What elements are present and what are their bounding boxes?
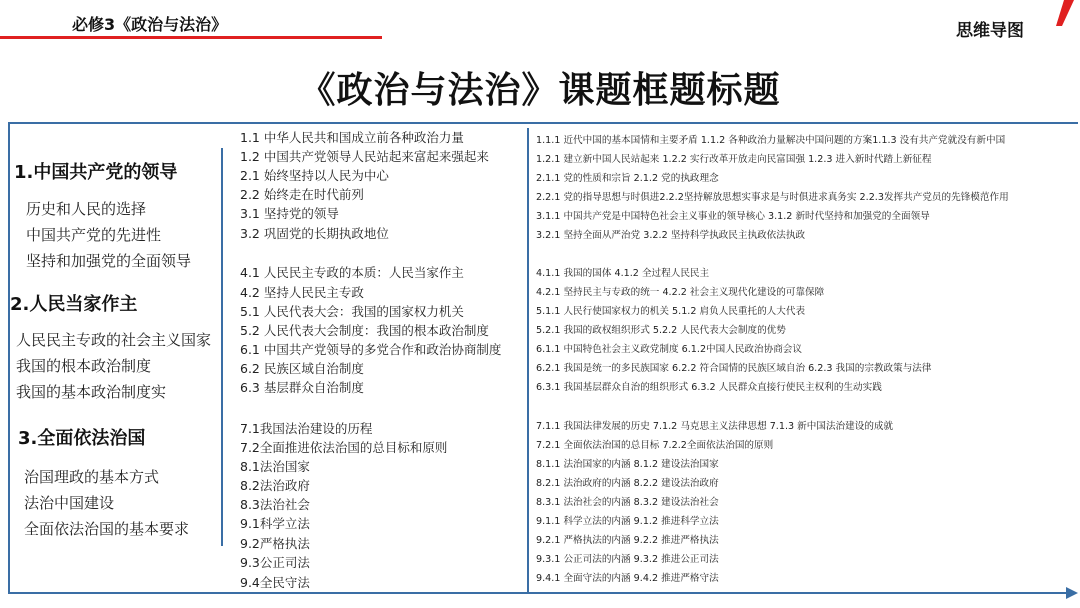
frame-line: 9.2.1 严格执法的内涵 9.2.2 推进严格执法 bbox=[536, 535, 719, 546]
frame-line: 9.1.1 科学立法的内涵 9.1.2 推进科学立法 bbox=[536, 516, 719, 527]
unit-item: 法治中国建设 bbox=[24, 494, 115, 512]
lesson-line: 4.2 坚持人民民主专政 bbox=[240, 285, 364, 300]
frame-line: 2.2.1 党的指导思想与时俱进2.2.2坚持解放思想实事求是与时俱进求真务实 2.2.3发挥共产党员的先锋模范作用 bbox=[536, 192, 1009, 203]
frame-line: 5.1.1 人民行使国家权力的机关 5.1.2 肩负人民重托的人大代表 bbox=[536, 306, 806, 317]
lesson-line: 9.4全民守法 bbox=[240, 575, 310, 590]
unit-item: 人民民主专政的社会主义国家 bbox=[16, 331, 212, 349]
lesson-line: 8.1法治国家 bbox=[240, 459, 310, 474]
frame-line: 3.2.1 坚持全面从严治党 3.2.2 坚持科学执政民主执政依法执政 bbox=[536, 230, 806, 241]
page-title: 《政治与法治》课题框题标题 bbox=[299, 70, 781, 111]
lesson-line: 1.2 中国共产党领导人民站起来富起来强起来 bbox=[240, 149, 489, 164]
frame-line: 2.1.1 党的性质和宗旨 2.1.2 党的执政理念 bbox=[536, 173, 719, 184]
unit-item: 全面依法治国的基本要求 bbox=[24, 520, 190, 538]
frame-line: 8.1.1 法治国家的内涵 8.1.2 建设法治国家 bbox=[536, 459, 719, 470]
red-slash-icon bbox=[1054, 0, 1074, 26]
frame-line: 5.2.1 我国的政权组织形式 5.2.2 人民代表大会制度的优势 bbox=[536, 325, 786, 336]
frame-line: 3.1.1 中国共产党是中国特色社会主义事业的领导核心 3.1.2 新时代坚持和加强党的全面领导 bbox=[536, 211, 930, 222]
lesson-line: 9.3公正司法 bbox=[240, 555, 310, 570]
frame-line: 1.2.1 建立新中国人民站起来 1.2.2 实行改革开放走向民富国强 1.2.3 进入新时代踏上新征程 bbox=[536, 154, 932, 165]
lesson-line: 9.1科学立法 bbox=[240, 516, 310, 531]
lesson-line: 6.2 民族区域自治制度 bbox=[240, 361, 364, 376]
lesson-line: 6.1 中国共产党领导的多党合作和政治协商制度 bbox=[240, 342, 502, 357]
unit-item: 我国的根本政治制度 bbox=[16, 357, 152, 375]
frame-left-line bbox=[8, 122, 10, 594]
frame-line: 4.1.1 我国的国体 4.1.2 全过程人民民主 bbox=[536, 268, 710, 279]
frame-line: 6.2.1 我国是统一的多民族国家 6.2.2 符合国情的民族区域自治 6.2.3 我国的宗教政策与法律 bbox=[536, 363, 932, 374]
lesson-line: 9.2严格执法 bbox=[240, 536, 310, 551]
column-divider-1 bbox=[221, 148, 223, 546]
frame-line: 4.2.1 坚持民主与专政的统一 4.2.2 社会主义现代化建设的可靠保障 bbox=[536, 287, 825, 298]
frame-line: 8.2.1 法治政府的内涵 8.2.2 建设法治政府 bbox=[536, 478, 719, 489]
frame-line: 7.1.1 我国法律发展的历史 7.1.2 马克思主义法律思想 7.1.3 新中国法治建设的成就 bbox=[536, 421, 894, 432]
lesson-line: 7.1我国法治建设的历程 bbox=[240, 421, 373, 436]
lesson-line: 6.3 基层群众自治制度 bbox=[240, 380, 364, 395]
frame-top-line bbox=[10, 122, 1078, 124]
frame-line: 8.3.1 法治社会的内涵 8.3.2 建设法治社会 bbox=[536, 497, 719, 508]
lesson-line: 1.1 中华人民共和国成立前各种政治力量 bbox=[240, 130, 464, 145]
unit-item: 治国理政的基本方式 bbox=[24, 468, 160, 486]
unit-item: 历史和人民的选择 bbox=[26, 200, 147, 218]
unit-title: 3.全面依法治国 bbox=[18, 428, 146, 449]
lesson-line: 2.1 始终坚持以人民为中心 bbox=[240, 168, 389, 183]
lesson-line: 3.1 坚持党的领导 bbox=[240, 206, 339, 221]
mind-map-label: 思维导图 bbox=[956, 21, 1024, 41]
frame-line: 1.1.1 近代中国的基本国情和主要矛盾 1.1.2 各种政治力量解决中国问题的方案1.1.3 没有共产党就没有新中国 bbox=[536, 135, 1006, 146]
lesson-line: 8.3法治社会 bbox=[240, 497, 310, 512]
unit-title: 1.中国共产党的领导 bbox=[14, 162, 178, 183]
lesson-line: 4.1 人民民主专政的本质：人民当家作主 bbox=[240, 265, 464, 280]
unit-item: 我国的基本政治制度实 bbox=[16, 383, 167, 401]
lesson-line: 5.2 人民代表大会制度：我国的根本政治制度 bbox=[240, 323, 489, 338]
tab-underline bbox=[0, 36, 382, 39]
unit-item: 坚持和加强党的全面领导 bbox=[26, 252, 192, 270]
lesson-line: 3.2 巩固党的长期执政地位 bbox=[240, 226, 389, 241]
arrow-right-icon bbox=[1066, 587, 1078, 599]
lesson-line: 2.2 始终走在时代前列 bbox=[240, 187, 364, 202]
lesson-line: 5.1 人民代表大会：我国的国家权力机关 bbox=[240, 304, 464, 319]
frame-bottom-line bbox=[8, 592, 1072, 594]
column-divider-2 bbox=[527, 128, 529, 594]
frame-line: 6.3.1 我国基层群众自治的组织形式 6.3.2 人民群众直接行使民主权利的生动实践 bbox=[536, 382, 882, 393]
unit-title: 2.人民当家作主 bbox=[10, 294, 138, 315]
frame-line: 9.3.1 公正司法的内涵 9.3.2 推进公正司法 bbox=[536, 554, 719, 565]
lesson-line: 8.2法治政府 bbox=[240, 478, 310, 493]
frame-line: 9.4.1 全面守法的内涵 9.4.2 推进严格守法 bbox=[536, 573, 719, 584]
frame-line: 7.2.1 全面依法治国的总目标 7.2.2全面依法治国的原则 bbox=[536, 440, 774, 451]
top-tab bbox=[0, 0, 388, 40]
tab-label: 必修3《政治与法治》 bbox=[72, 15, 228, 34]
unit-item: 中国共产党的先进性 bbox=[26, 226, 162, 244]
lesson-line: 7.2全面推进依法治国的总目标和原则 bbox=[240, 440, 448, 455]
frame-line: 6.1.1 中国特色社会主义政党制度 6.1.2中国人民政治协商会议 bbox=[536, 344, 802, 355]
